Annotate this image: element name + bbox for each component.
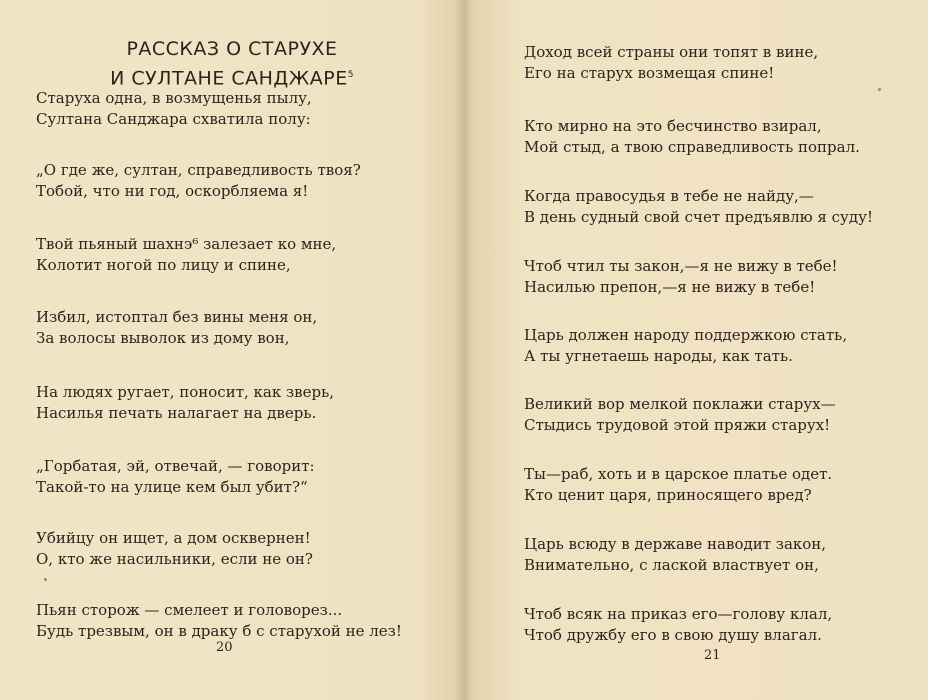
verse-line: О, кто же насильники, если не он? — [36, 550, 313, 568]
verse-line: Кто ценит царя, приносящего вред? — [524, 486, 812, 504]
verse-line: Царь должен народу поддержкою стать, — [524, 326, 848, 344]
stanza — [524, 186, 873, 228]
stanza — [524, 604, 832, 646]
verse-line: „Горбатая, эй, отвечай, — говорит: — [36, 457, 315, 475]
verse-line: Чтоб дружбу его в свою душу влагал. — [524, 626, 822, 644]
verse-line: Ты—раб, хоть и в царское платье одет. — [524, 465, 833, 483]
verse-line: Его на старух возмещая спине! — [524, 64, 775, 82]
page-number: 20 — [216, 640, 233, 655]
stanza — [36, 600, 402, 642]
verse-line: Внимательно, с лаской властвует он, — [524, 556, 819, 574]
verse-line: „О где же, султан, справедливость твоя? — [36, 161, 361, 179]
stanza — [36, 160, 361, 202]
stanza — [524, 394, 836, 436]
print-speck — [878, 88, 881, 91]
stanza — [36, 88, 312, 130]
stanza — [36, 307, 317, 349]
print-speck — [44, 578, 47, 581]
verse-line: За волосы выволок из дому вон, — [36, 329, 290, 347]
verse-line: Колотит ногой по лицу и спине, — [36, 256, 291, 274]
stanza — [36, 456, 315, 498]
verse-line: Такой-то на улице кем был убит?“ — [36, 478, 308, 496]
title-line-1: РАССКАЗ О СТАРУХЕ — [126, 38, 338, 60]
verse-line: А ты угнетаешь народы, как тать. — [524, 347, 793, 365]
stanza — [36, 528, 313, 570]
verse-line: Чтоб чтил ты закон,—я не вижу в тебе! — [524, 257, 838, 275]
stanza — [36, 234, 336, 276]
poem-title — [0, 36, 464, 91]
verse-line: Тобой, что ни год, оскорбляема я! — [36, 182, 309, 200]
stanza — [524, 116, 860, 158]
verse-line: Стыдись трудовой этой пряжи старух! — [524, 416, 831, 434]
page-number: 21 — [704, 648, 721, 663]
stanza — [36, 382, 334, 424]
stanza — [524, 325, 847, 367]
stanza — [524, 42, 818, 84]
verse-line: Доход всей страны они топят в вине, — [524, 43, 819, 61]
verse-line: Старуха одна, в возмущенья пылу, — [36, 89, 312, 107]
title-line-2: И СУЛТАНЕ САНДЖАРЕ$^5$ — [110, 67, 354, 90]
verse-line: В день судный свой счет предъявлю я суду! — [524, 208, 873, 226]
verse-line: Когда правосудья в тебе не найду,— — [524, 187, 814, 205]
verse-line: Твой пьяный шахнэ⁶ залезает ко мне, — [36, 235, 337, 253]
verse-line: Убийцу он ищет, а дом осквернен! — [36, 529, 311, 547]
stanza — [524, 464, 832, 506]
verse-line: Кто мирно на это бесчинство взирал, — [524, 117, 822, 135]
right-page — [466, 0, 928, 700]
verse-line: Избил, истоптал без вины меня он, — [36, 308, 318, 326]
title-footnote-mark: 5 — [347, 70, 354, 80]
verse-line: Насилья печать налагает на дверь. — [36, 404, 317, 422]
verse-line: На людях ругает, поносит, как зверь, — [36, 383, 335, 401]
verse-line: Царь всюду в державе наводит закон, — [524, 535, 827, 553]
verse-line: Великий вор мелкой поклажи старух— — [524, 395, 836, 413]
verse-line: Султана Санджара схватила полу: — [36, 110, 311, 128]
verse-line: Чтоб всяк на приказ его—голову клал, — [524, 605, 833, 623]
stanza — [524, 534, 826, 576]
verse-line: Насилью препон,—я не вижу в тебе! — [524, 278, 816, 296]
verse-line: Будь трезвым, он в драку б с старухой не лез! — [36, 622, 402, 640]
verse-line: Мой стыд, а твою справедливость попрал. — [524, 138, 860, 156]
stanza — [524, 256, 838, 298]
verse-line: Пьян сторож — смелеет и головорез... — [36, 601, 343, 619]
